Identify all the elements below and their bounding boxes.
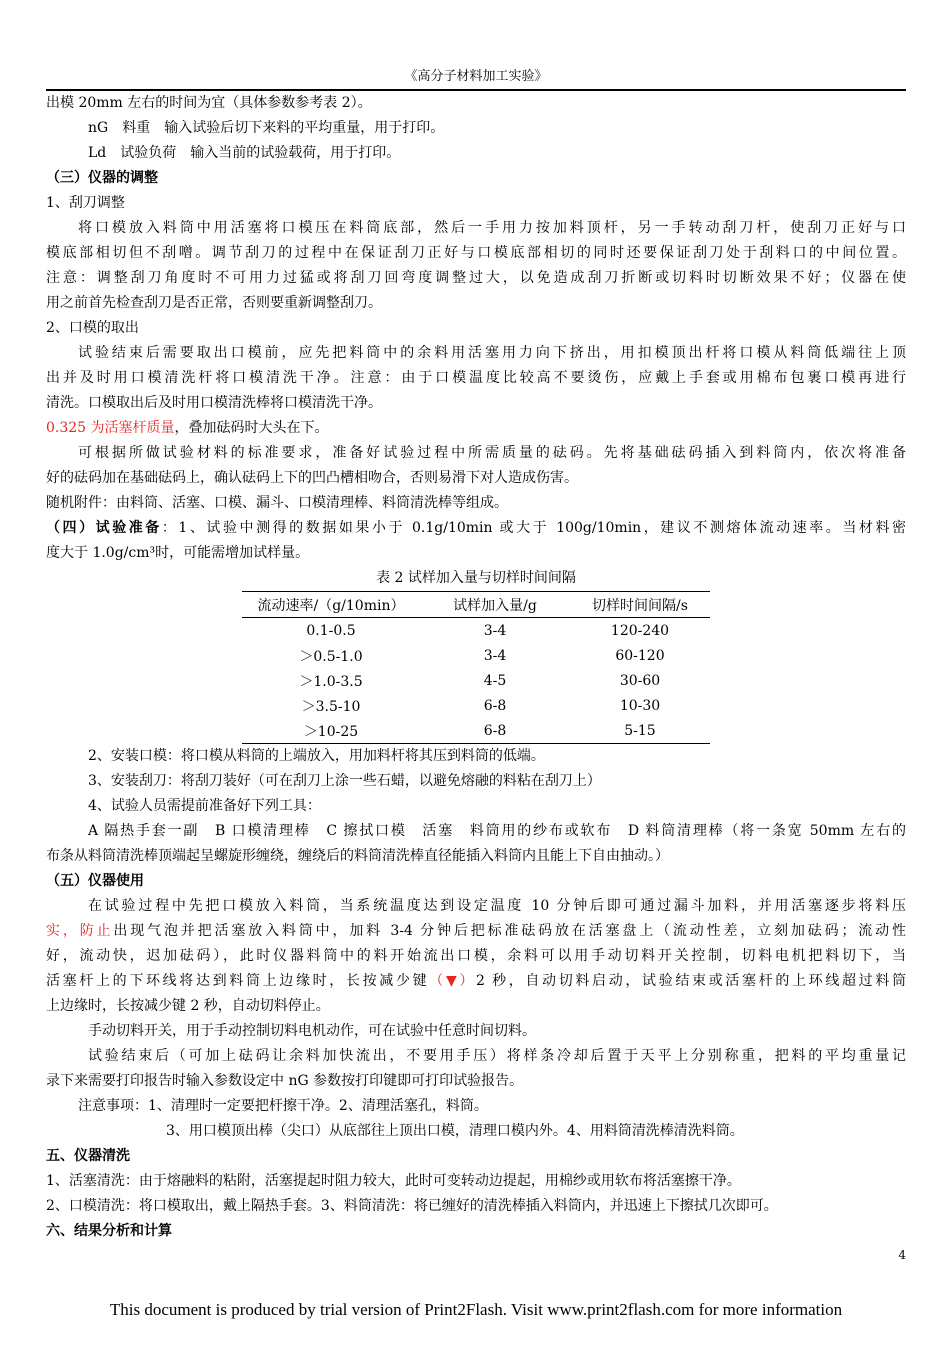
page-number: 4: [898, 1248, 906, 1262]
table-row: [242, 693, 710, 718]
text-line: [46, 969, 906, 994]
text-line: 好，流动快，迟加砝码），此时仪器料筒中的料开始流出口模，余料可以用手动切料开关控制，切料电机把料切下，当: [46, 948, 906, 964]
section-heading: （四）试验准备: [46, 520, 162, 536]
text-line: 3、安装刮刀：将刮刀装好（可在刮刀上涂一些石蜡，以避免熔融的料粘在刮刀上）: [88, 773, 601, 789]
table-cell: 30-60: [619, 672, 661, 689]
section-heading: 五、仪器清洗: [46, 1148, 130, 1164]
subheading: 1、刮刀调整: [46, 195, 125, 211]
table-header: 切样时间间隔/s: [570, 592, 710, 618]
text-run: 2 秒，自动切料启动，试验结束或活塞杆的上环线超过料筒: [476, 973, 906, 989]
table-cell: ＞0.5-1.0: [299, 648, 363, 665]
subheading: 2、口模的取出: [46, 320, 139, 336]
table-header-row: [242, 592, 710, 618]
text-line: 好的砝码加在基础砝码上，确认砝码上下的凹凸槽相吻合，否则易滑下对人造成伤害。: [46, 470, 578, 486]
text-line: 在试验过程中先把口模放入料筒，当系统温度达到设定温度 10 分钟后即可通过漏斗加料，并用活塞逐步将料压: [88, 898, 906, 914]
table-row: [242, 618, 710, 644]
table-cell: 10-30: [619, 697, 661, 714]
text-line: 2、安装口模：将口模从料筒的上端放入，用加料杆将其压到料筒的低端。: [88, 748, 545, 764]
text-line: 2、口模清洗：将口模取出，戴上隔热手套。3、料筒清洗：将已缠好的清洗棒插入料筒内，并迅速上下擦拭几次即可。: [46, 1198, 778, 1214]
table-cell: ＞3.5-10: [301, 698, 361, 715]
table-cell: ＞10-25: [303, 723, 359, 740]
text-run: 出现气泡并把活塞放入料筒中，加料 3-4 分钟后把标准砝码放在活塞盘上（流动性差，立刻加砝码；流动性: [113, 923, 906, 939]
decrease-key-symbol: （▼）: [429, 973, 477, 989]
table-cell: 3-4: [483, 622, 507, 639]
text-line: 试验结束后需要取出口模前，应先把料筒中的余料用活塞用力向下挤出，用扣模顶出杆将口模从料筒低端往上顶: [78, 345, 906, 361]
text-line: 将口模放入料筒中用活塞将口模压在料筒底部，然后一手用力按加料顶杆，另一手转动刮刀杆，使刮刀正好与口: [78, 220, 906, 236]
text-line: [46, 516, 906, 541]
trial-watermark-footer: This document is produced by trial version of Print2Flash. Visit www.print2flash.com for more information: [109, 1300, 843, 1319]
table-cell: 120-240: [610, 622, 670, 639]
table-cell: 3-4: [483, 647, 507, 664]
table-cell: 6-8: [483, 697, 507, 714]
text-line: 出并及时用口模清洗杆将口模清洗干净。注意：由于口模温度比较高不要烫伤，应戴上手套或用棉布包裹口模再进行: [46, 370, 906, 386]
red-note: 0.325 为活塞杆质量: [46, 420, 175, 436]
text-line: 出模 20mm 左右的时间为宜（具体参数参考表 2）。: [46, 95, 372, 111]
section-heading: （五）仪器使用: [46, 873, 144, 889]
text-line: 度大于 1.0g/cm³时，可能需增加试样量。: [46, 545, 310, 561]
text-line: 随机附件：由料筒、活塞、口模、漏斗、口模清理棒、料筒清洗棒等组成。: [46, 495, 508, 511]
text-line: 3、用口模顶出棒（尖口）从底部往上顶出口模，清理口模内外。4、用料筒清洗棒清洗料筒。: [166, 1123, 744, 1139]
param-ng: nG 料重 输入试验后切下来料的平均重量，用于打印。: [88, 120, 445, 136]
text-line: 清洗。口模取出后及时用口模清洗棒将口模清洗干净。: [46, 395, 382, 411]
page-content: [46, 91, 906, 1244]
table-row: [242, 643, 710, 668]
text-line: 手动切料开关，用于手动控制切料电机动作，可在试验中任意时间切料。: [88, 1023, 536, 1039]
text-line: [46, 416, 906, 441]
text-line: 1、活塞清洗：由于熔融料的粘附，活塞提起时阻力较大，此时可变转动边提起，用棉纱或用软布将活塞擦干净。: [46, 1173, 741, 1189]
text-run: 活塞杆上的下环线将达到料筒上边缘时，长按减少键: [46, 973, 430, 989]
section-heading: 六、结果分析和计算: [46, 1223, 172, 1239]
table-title: 表 2 试样加入量与切样时间间隔: [376, 570, 576, 586]
table-cell: 6-8: [483, 722, 507, 739]
text-line: 试验结束后（可加上砝码让余料加快流出，不要用手压）将样条冷却后置于天平上分别称重，把料的平均重量记: [88, 1048, 906, 1064]
table-cell: 4-5: [483, 672, 507, 689]
text-line: 模底部相切但不刮噌。调节刮刀的过程中在保证刮刀正好与口模底部相切的同时还要保证刮刀处于刮料口的中间位置。: [46, 245, 906, 261]
text-line: A 隔热手套一副 B 口模清理棒 C 擦拭口模 活塞 料筒用的纱布或软布 D 料筒清理棒（将一条宽 50mm 左右的: [88, 823, 906, 839]
table-cell: 5-15: [624, 722, 656, 739]
text-line: 4、试验人员需提前准备好下列工具：: [88, 798, 321, 814]
param-ld: Ld 试验负荷 输入当前的试验载荷，用于打印。: [88, 145, 401, 161]
text-line: 录下来需要打印报告时输入参数设定中 nG 参数按打印键即可打印试验报告。: [46, 1073, 524, 1089]
table-row: [242, 718, 710, 744]
table-row: [242, 668, 710, 693]
table-cell: ＞1.0-3.5: [299, 673, 363, 690]
text-line: 注意：调整刮刀角度时不可用力过猛或将刮刀回弯度调整过大，以免造成刮刀折断或切料时切断效果不好；仪器在使: [46, 270, 906, 286]
text-line: 注意事项：1、清理时一定要把杆擦干净。2、清理活塞孔，料筒。: [78, 1098, 488, 1114]
table-cell: 0.1-0.5: [306, 622, 356, 639]
text-line: 上边缘时，长按减少键 2 秒，自动切料停止。: [46, 998, 330, 1014]
text-line: 可根据所做试验材料的标准要求，准备好试验过程中所需质量的砝码。先将基础砝码插入到料筒内，依次将准备: [78, 445, 906, 461]
sample-table: [242, 591, 710, 744]
red-note: 实，防止: [46, 923, 114, 939]
text-run: ：1、试验中测得的数据如果小于 0.1g/10min 或大于 100g/10min，建议不测熔体流动速率。当材料密: [161, 520, 906, 536]
text-line: 用之前首先检查刮刀是否正常，否则要重新调整刮刀。: [46, 295, 382, 311]
table-header: 流动速率/（g/10min）: [242, 592, 420, 618]
table-header: 试样加入量/g: [420, 592, 570, 618]
text-run: ，叠加砝码时大头在下。: [174, 420, 329, 436]
table-cell: 60-120: [615, 647, 665, 664]
page-header: 《高分子材料加工实验》: [404, 69, 548, 84]
section-heading: （三）仪器的调整: [46, 170, 158, 186]
text-line: [46, 919, 906, 944]
text-line: 布条从料筒清洗棒顶端起呈螺旋形缠绕，缠绕后的料筒清洗棒直径能插入料筒内且能上下自由抽动。）: [46, 848, 669, 864]
